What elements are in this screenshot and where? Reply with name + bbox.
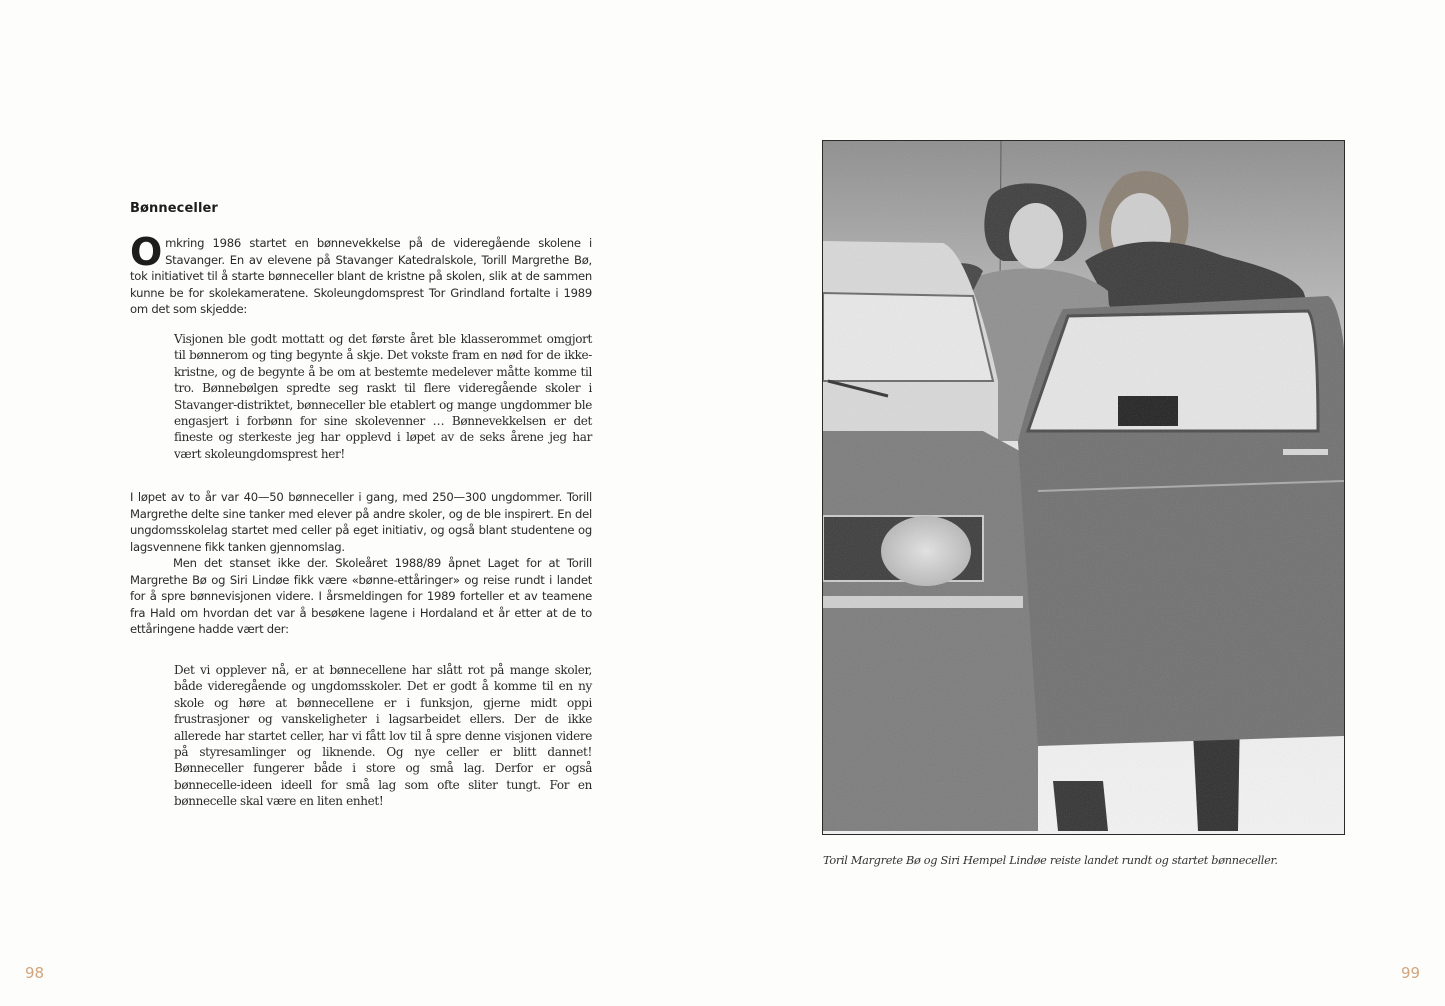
film-grain <box>823 141 1344 834</box>
page-number-right: 99 <box>1401 964 1421 982</box>
photo <box>822 140 1345 835</box>
block-quote-2: Det vi opplever nå, er at bønnecellene har slått rot på mange skoler, både videregående og ungdomsskoler. Det er godt å komme til en ny skole og høre at bønnecellene er i funksjon, gjerne midt oppi frustrasjoner og vanskeligheter i lagsarbeidet ellers. Der de ikke allerede har startet celler, har vi fått lov til å spre denne visjonen videre på styresamlinger og liknende. Og nye celler er blitt dannet! Bønneceller fungerer både i store og små lag. Derfor er også bønnecelle-ideen ideell for små lag som ofte sliter tungt. For en bønnecelle skal være en liten enhet! <box>174 663 592 809</box>
photo-illustration <box>823 141 1344 834</box>
left-page <box>0 0 722 1006</box>
section-heading: Bønneceller <box>130 201 218 216</box>
photo-caption: Toril Margrete Bø og Siri Hempel Lindøe reiste landet rundt og startet bønneceller. <box>823 854 1278 867</box>
paragraph-3: Men det stanset ikke der. Skoleåret 1988/89 åpnet Laget for at Torill Margrethe Bø og Siri Lindøe fikk være «bønne-ettåringer» og reise rundt i landet for å spre bønnevisjonen videre. I årsmeldingen for 1989 forteller et av teamene fra Hald om hvordan det var å besøkene lagene i Hordaland et år etter at de to ettåringene hadde vært der: <box>130 556 592 636</box>
drop-cap: O <box>130 230 163 274</box>
block-quote-1: Visjonen ble godt mottatt og det første året ble klasserommet omgjort til bønnerom og ting begynte å skje. Det vokste fram en nød for de ikke-kristne, og de begynte å be om at bestemte medelever måtte komme til tro. Bønnebølgen spredte seg raskt til flere videregående skoler i Stavanger-distriktet, bønneceller ble etablert og mange ungdommer ble engasjert i forbønn for sine skolevenner … Bønnevekkelsen er det fineste og sterkeste jeg har opplevd i løpet av de seks årene jeg har vært skoleungdomsprest her! <box>174 332 592 461</box>
page-number-left: 98 <box>25 964 45 982</box>
intro-text: mkring 1986 startet en bønnevekkelse på de videregående skolene i Stavanger. En av elevene på Stavanger Katedralskole, Torill Margrethe Bø, tok initiativet til å starte bønneceller blant de kristne på skolen, slik at de sammen kunne be for skolekameratene. Skoleungdomsprest Tor Grindland fortalte i 1989 om det som skjedde: <box>130 236 592 316</box>
paragraph-2: I løpet av to år var 40—50 bønneceller i gang, med 250—300 ungdommer. Torill Margrethe delte sine tanker med elever på andre skoler, og de ble inspirert. En del ungdomsskolelag startet med celler på eget initiativ, og også blant studentene og lagsvennene fikk tanken gjennomslag. <box>130 490 592 554</box>
intro-paragraph <box>130 230 592 318</box>
